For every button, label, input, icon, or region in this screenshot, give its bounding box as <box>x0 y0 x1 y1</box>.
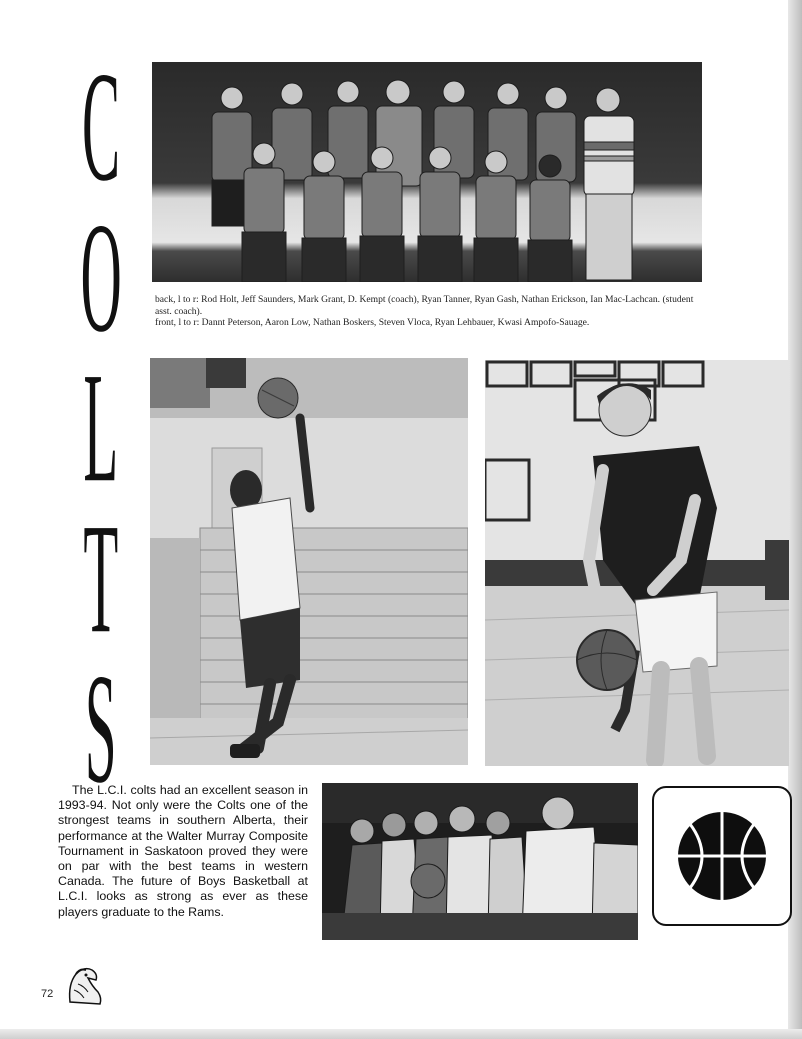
title-letter-s: S <box>85 641 117 816</box>
basketball-icon <box>674 808 770 904</box>
title-letter-l: L <box>83 340 119 515</box>
team-photo <box>152 62 702 282</box>
bench-photo <box>322 783 638 940</box>
caption-front-row: front, l to r: Dannt Peterson, Aaron Low, Nathan Boskers, Steven Vloca, Ryan Lehbauer, Kwasi Ampofo-Sauage. <box>155 317 590 328</box>
title-letter-o: O <box>80 190 122 365</box>
page-title <box>60 39 142 816</box>
title-letter-t: T <box>83 491 119 666</box>
page-bottom-shadow <box>0 1029 802 1039</box>
title-letter-c: C <box>81 39 121 214</box>
basketball-emblem <box>652 786 792 926</box>
team-photo-caption <box>155 294 705 329</box>
page-number: 72 <box>41 988 54 1000</box>
dribbling-photo <box>485 360 789 766</box>
jump-shot-photo <box>150 358 468 765</box>
mascot-logo <box>62 962 106 1006</box>
story-text: The L.C.I. colts had an excellent season in 1993-94. Not only were the Colts one of the strongest teams in southern Alberta, their performance at the Walter Murray Composite Tournament in Saskatoon proved they were on par with the best teams in western Canada. The future of Boys Basketball at L.C.I. looks as strong as ever as these players graduate to the Rams. <box>58 783 308 919</box>
caption-back-row: back, l to r: Rod Holt, Jeff Saunders, Mark Grant, D. Kempt (coach), Ryan Tanner, Ryan Gash, Nathan Erickson, Ian Mac-Lachcan. (student asst. coach). <box>155 294 694 317</box>
horse-icon <box>62 962 106 1006</box>
